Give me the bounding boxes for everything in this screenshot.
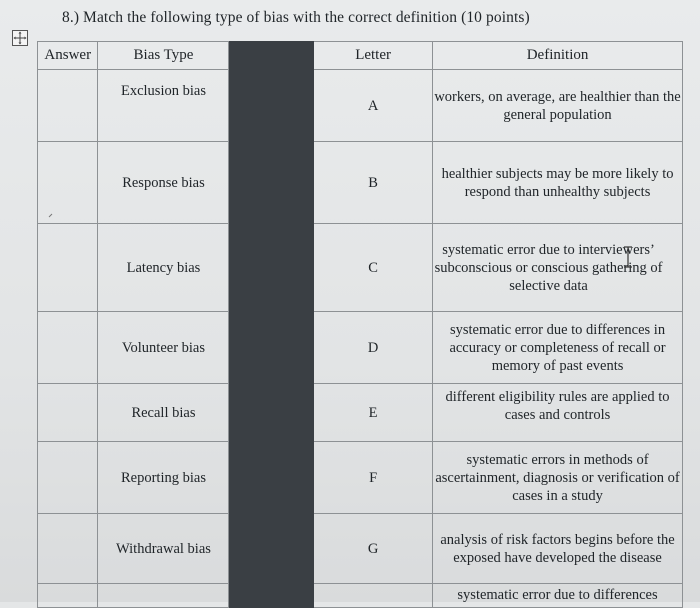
table-row <box>38 584 683 608</box>
redacted-column-cell <box>229 514 314 584</box>
table-row <box>38 224 683 312</box>
definition-cell: systematic error due to differences <box>433 584 683 608</box>
definition-cell: workers, on average, are healthier than the general population <box>433 70 683 142</box>
move-handle-icon[interactable] <box>12 30 28 46</box>
header-bias-type: Bias Type <box>98 42 229 70</box>
text-cursor-icon <box>622 244 634 270</box>
table-row <box>38 142 683 224</box>
redacted-column-cell <box>229 224 314 312</box>
bias-type-cell: Recall bias <box>98 384 229 442</box>
table-row <box>38 514 683 584</box>
definition-cell: systematic error due to differences in accuracy or completeness of recall or memory of past events <box>433 312 683 384</box>
table-row <box>38 312 683 384</box>
bias-matching-table <box>37 41 683 608</box>
letter-cell: B <box>314 142 433 224</box>
header-definition: Definition <box>433 42 683 70</box>
definition-cell: systematic error due to interviewers’ subconscious or conscious gathering of selective data <box>433 224 683 312</box>
bias-type-cell <box>98 584 229 608</box>
table-header-row <box>38 42 683 70</box>
table-row <box>38 70 683 142</box>
bias-type-cell: Latency bias <box>98 224 229 312</box>
header-letter: Letter <box>314 42 433 70</box>
redacted-column-cell <box>229 384 314 442</box>
definition-cell: analysis of risk factors begins before the exposed have developed the disease <box>433 514 683 584</box>
bias-type-cell: Withdrawal bias <box>98 514 229 584</box>
table-row <box>38 384 683 442</box>
answer-input-cell[interactable] <box>38 514 98 584</box>
question-title: 8.) Match the following type of bias with the correct definition (10 points) <box>62 9 530 26</box>
bias-type-cell: Exclusion bias <box>98 70 229 142</box>
answer-input-cell[interactable] <box>38 442 98 514</box>
answer-input-cell[interactable] <box>38 142 98 224</box>
bias-type-cell: Volunteer bias <box>98 312 229 384</box>
letter-cell: A <box>314 70 433 142</box>
letter-cell: D <box>314 312 433 384</box>
redacted-column-cell <box>229 142 314 224</box>
header-answer: Answer <box>38 42 98 70</box>
letter-cell <box>314 584 433 608</box>
answer-input-cell[interactable] <box>38 312 98 384</box>
definition-cell: systematic errors in methods of ascertainment, diagnosis or verification of cases in a study <box>433 442 683 514</box>
answer-input-cell[interactable] <box>38 384 98 442</box>
redacted-column-cell <box>229 442 314 514</box>
letter-cell: G <box>314 514 433 584</box>
definition-cell: healthier subjects may be more likely to respond than unhealthy subjects <box>433 142 683 224</box>
answer-input-cell[interactable] <box>38 224 98 312</box>
stray-mark-icon <box>48 213 53 218</box>
redacted-column-cell <box>229 70 314 142</box>
answer-input-cell[interactable] <box>38 70 98 142</box>
table-row <box>38 442 683 514</box>
redacted-column-cell <box>229 312 314 384</box>
letter-cell: F <box>314 442 433 514</box>
bias-type-cell: Response bias <box>98 142 229 224</box>
answer-input-cell[interactable] <box>38 584 98 608</box>
letter-cell: E <box>314 384 433 442</box>
bias-type-cell: Reporting bias <box>98 442 229 514</box>
redacted-column-cell <box>229 42 314 70</box>
definition-cell: different eligibility rules are applied to cases and controls <box>433 384 683 442</box>
redacted-column-cell <box>229 584 314 608</box>
letter-cell: C <box>314 224 433 312</box>
